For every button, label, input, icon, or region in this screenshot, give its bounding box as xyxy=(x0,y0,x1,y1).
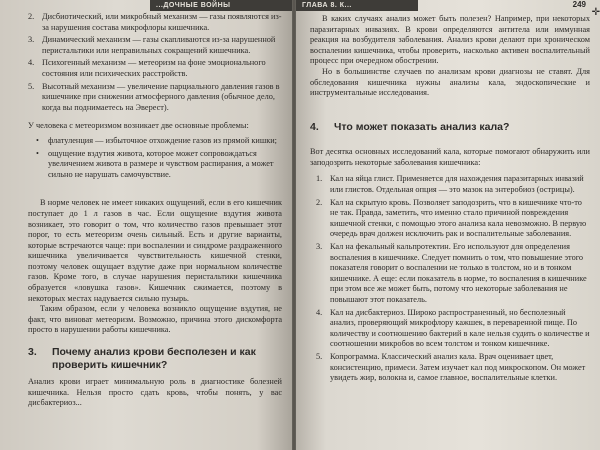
item-number: 3. xyxy=(28,35,35,45)
right-page xyxy=(296,0,600,450)
crop-mark-icon: ✛ xyxy=(591,7,600,18)
item-number: 4. xyxy=(316,307,323,317)
section-title: Что может показать анализ кала? xyxy=(334,120,510,133)
list-item xyxy=(316,174,590,195)
list-item xyxy=(316,352,590,384)
list-item xyxy=(28,58,282,79)
page-number: 249 xyxy=(572,0,586,9)
summary-paragraph: Таким образом, если у человека возникло ощущение вздутия, не факт, что виноват метеоризм. Возможно, причина этого дискомфорта просто в нарушении работы кишечника. xyxy=(28,304,282,335)
running-header-left: ...ДОЧНЫЕ ВОЙНЫ xyxy=(150,0,292,11)
item-text: Кал на яйца глист. Применяется для нахождения паразитарных инвазий или глистов. Отдельная опция — это мазок на энтеробиоз (острицы). xyxy=(330,174,584,195)
item-number: 5. xyxy=(316,351,323,361)
item-text: Копрограмма. Классический анализ кала. Врач оценивает цвет, консистенцию, примеси. Затем изучает кал под микроскопом. Он может увидеть жир, волокна и, самое главное, воспалительные клетки. xyxy=(330,351,586,383)
problems-list xyxy=(28,136,282,180)
problems-intro: У человека с метеоризмом возникает две основные проблемы: xyxy=(28,121,249,131)
item-text: Кал на скрытую кровь. Позволяет заподозрить, что в кишечнике что-то не так. Правда, заметить, что именно стало причиной повреждения кишечной стенки, с помощью этого анализа кала невозможно. В первую очередь врач должен исключить рак и воспалительные заболевания. xyxy=(330,197,587,239)
item-text: Дисбиотический, или микробный механизм — газы появляются из-за нарушения состава микрофлоры кишечника. xyxy=(42,12,282,32)
section-heading-4 xyxy=(310,121,590,134)
list-item xyxy=(316,198,590,240)
list-item xyxy=(316,308,590,350)
item-number: 2. xyxy=(316,197,323,207)
tests-intro: Вот десятка основных исследований кала, которые помогают обнаружить или заподозрить некоторые заболевания кишечника: xyxy=(310,147,590,167)
bottom-paragraph: Анализ крови играет минимальную роль в диагностике болезней кишечника. Нельзя просто сдать кровь, чтобы понять, у вас дисбактериоз... xyxy=(28,377,282,408)
list-item xyxy=(28,35,282,56)
item-number: 4. xyxy=(28,58,35,68)
section-heading-3 xyxy=(28,346,282,371)
section-title: Почему анализ крови бесполезен и как проверить кишечник? xyxy=(52,346,256,371)
list-item xyxy=(28,12,282,33)
left-page xyxy=(0,0,292,450)
tests-list xyxy=(310,174,590,383)
diagnosis-paragraph: Но в большинстве случаев по анализам крови диагнозы не ставят. Для обследования кишечника нужны анализы кала, эндоскопические и инструментальные исследования. xyxy=(310,66,590,98)
item-text: Психогенный механизм — метеоризм на фоне эмоционального состояния или психических расстройств. xyxy=(42,58,266,78)
section-number: 3. xyxy=(28,346,37,359)
item-text: Кал на фекальный кальпротектин. Его используют для определения воспаления в кишечнике. Следует помнить о том, что повышение этого показателя говорит о воспалении не только в толстом, но и в тонком кишечнике. А еще: если показатель в норме, то воспаления в кишечнике при этом все же может быть, потому что некоторые заболевания не повышают этот показатель. xyxy=(330,242,587,304)
list-item xyxy=(28,82,282,114)
item-number: 5. xyxy=(28,81,35,91)
item-number: 3. xyxy=(316,242,323,251)
list-item: • ощущение вздутия живота, которое может сопровождаться увеличением живота в размере и чувством распирания, а может сильно не нарушать самочувствие. xyxy=(36,149,282,181)
list-item xyxy=(316,242,590,306)
running-header-right: ГЛАВА 8. К... xyxy=(296,0,418,11)
mechanism-list xyxy=(28,12,282,113)
list-item: • флатуленция — избыточное отхождение газов из прямой кишки; xyxy=(36,136,282,147)
item-number: 1. xyxy=(316,174,323,184)
blood-test-paragraph: В каких случаях анализ может быть полезен? Например, при некоторых паразитарных инвазиях. В крови определяются антитела или иммунная реакция на возбудителя заболевания. Анализ крови делают при хроническом воспалении кишечника, чтобы проверить, насколько активен воспалительный процесс при очередном обострении. xyxy=(310,14,590,66)
item-number: 2. xyxy=(28,12,35,21)
section-number: 4. xyxy=(310,120,319,133)
norm-paragraph: В норме человек не имеет никаких ощущений, если в его кишечник поступает до 1 л газов в час. Если ощущение вздутия живота возникает, это говорит о том, что количество газов превышает этот порог, то есть метеоризм очень сильный. Есть и другие варианты, которые встречаются чаще: при воспалении и синдроме раздраженного кишечника увеличивается чувствительность кишечной стенки, поэтому человек ощущает вздутие даже при нормальном количестве газов. Кроме того, в случае нарушения перистальтики кишечника образуется «ловушка газов». Кишечник сжимается, поэтому в некоторых местах надувается сильно пузырь. xyxy=(28,198,282,303)
item-text: Кал на дисбактериоз. Широко распространенный, но бесполезный анализ, проверяющий микрофлору кажшек, в переваренной пище. По количеству и соотношению бактерий в кале нельзя судить о количестве и соотношении микробов во всем толстом и тонком кишечнике. xyxy=(330,307,590,349)
item-text: Высотный механизм — увеличение парциального давления газов в кишечнике при снижении атмосферного давления (обычное дело, когда вы поднимаетесь на Эверест). xyxy=(42,81,280,112)
item-text: Динамический механизм — газы скапливаются из-за нарушенной перистальтики или неправильных сокращений кишечника. xyxy=(42,35,276,55)
